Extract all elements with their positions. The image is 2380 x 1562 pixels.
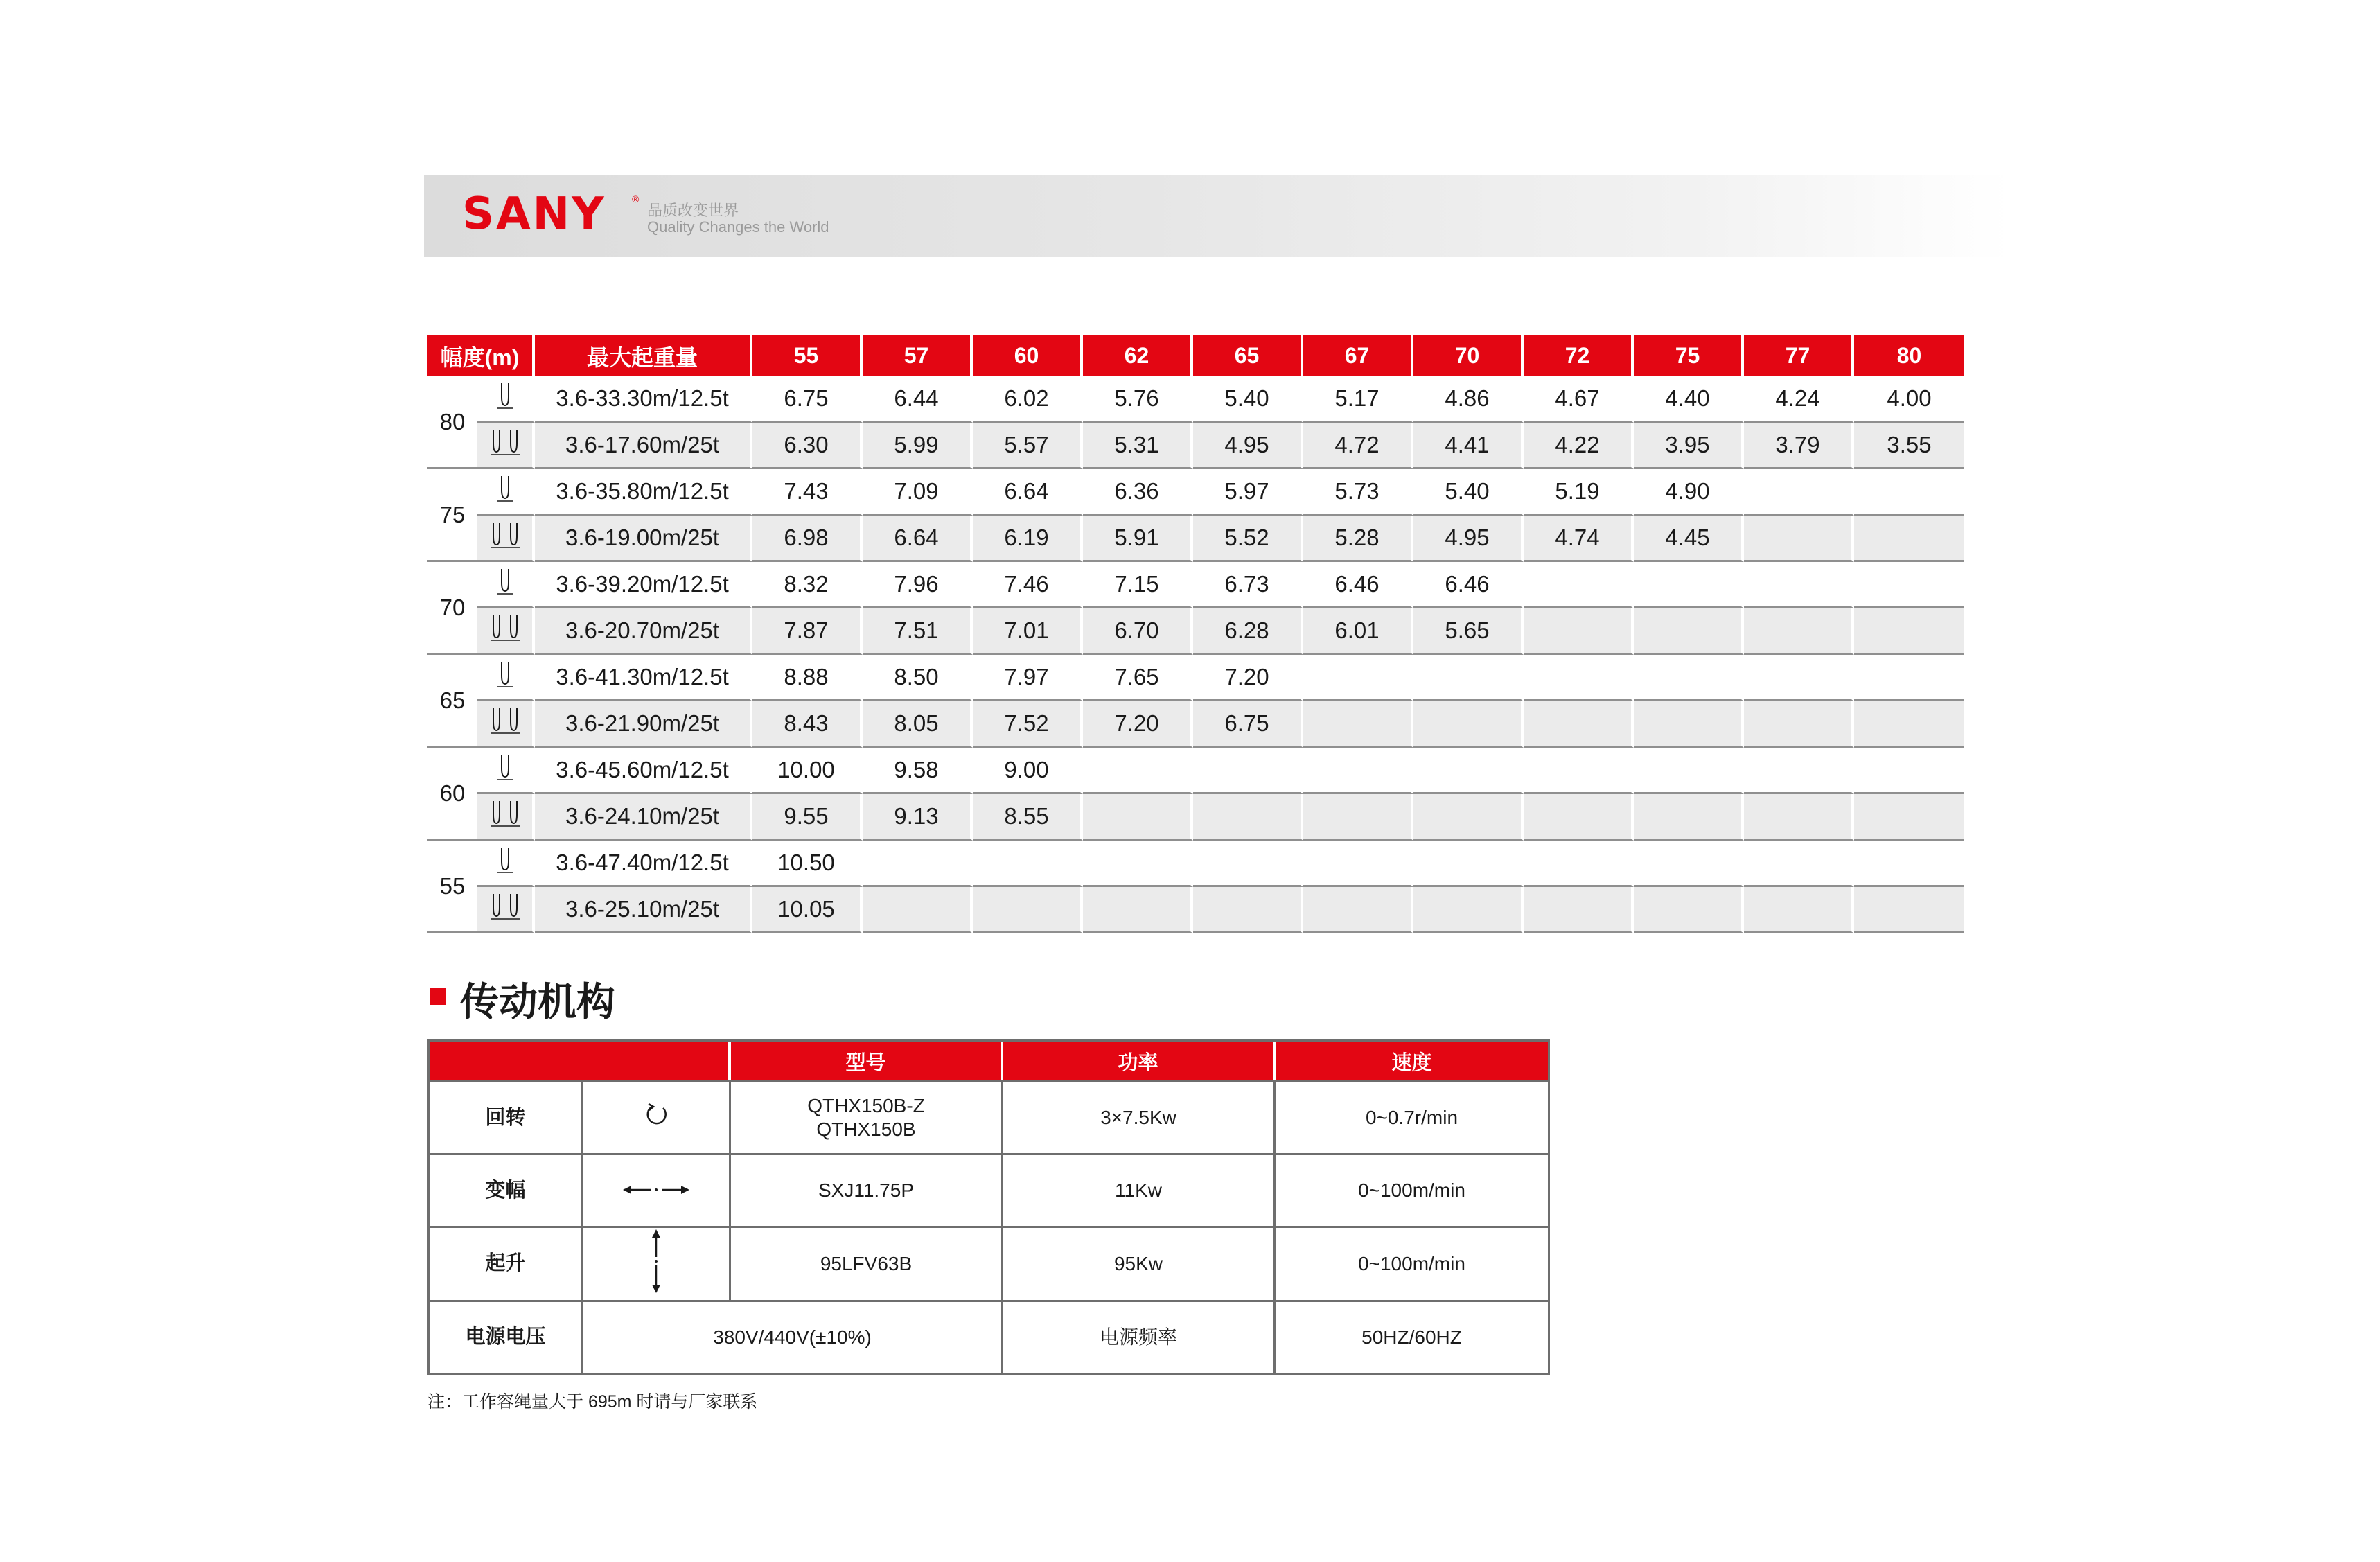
load-value-cell — [1303, 794, 1413, 841]
load-value-cell — [1413, 887, 1524, 933]
load-value-cell: 5.17 — [1303, 376, 1413, 423]
load-value-cell — [1634, 794, 1744, 841]
power-cell: 95Kw — [1003, 1226, 1276, 1300]
header-blank — [430, 1042, 731, 1080]
single-fall-hook-icon — [477, 376, 535, 423]
max-load-cell: 3.6-21.90m/25t — [535, 701, 752, 748]
load-value-cell — [1744, 655, 1854, 701]
load-value-cell: 6.75 — [752, 376, 863, 423]
single-fall-hook-icon — [477, 655, 535, 701]
double-fall-hook-icon — [477, 887, 535, 933]
load-row — [427, 376, 1964, 423]
section-bullet — [430, 988, 446, 1005]
load-value-cell: 6.28 — [1193, 608, 1303, 655]
load-value-cell: 8.32 — [752, 562, 863, 608]
load-value-cell — [1524, 562, 1634, 608]
load-value-cell: 10.00 — [752, 748, 863, 794]
load-value-cell: 8.88 — [752, 655, 863, 701]
load-value-cell — [1524, 655, 1634, 701]
load-value-cell — [1303, 887, 1413, 933]
load-value-cell — [973, 887, 1083, 933]
load-value-cell: 7.65 — [1083, 655, 1193, 701]
load-value-cell: 9.00 — [973, 748, 1083, 794]
load-value-cell: 7.96 — [863, 562, 973, 608]
load-value-cell — [1524, 748, 1634, 794]
max-load-cell: 3.6-19.00m/25t — [535, 516, 752, 562]
load-value-cell: 6.70 — [1083, 608, 1193, 655]
single-fall-hook-icon — [477, 841, 535, 887]
load-value-cell: 4.95 — [1193, 423, 1303, 469]
load-row — [427, 423, 1964, 469]
load-value-cell — [1524, 701, 1634, 748]
header-speed: 速度 — [1276, 1042, 1548, 1080]
double-fall-hook-icon — [477, 516, 535, 562]
load-value-cell — [1744, 701, 1854, 748]
load-value-cell — [1854, 701, 1964, 748]
voltage-cell: 380V/440V(±10%) — [583, 1300, 1003, 1373]
header-model: 型号 — [731, 1042, 1003, 1080]
jib-length-cell: 65 — [427, 655, 477, 748]
load-value-cell: 6.75 — [1193, 701, 1303, 748]
double-fall-hook-icon — [477, 423, 535, 469]
model-line: QTHX150B — [816, 1118, 916, 1140]
load-value-cell — [863, 887, 973, 933]
load-value-cell — [1854, 655, 1964, 701]
model-cell: SXJ11.75P — [731, 1153, 1003, 1226]
load-value-cell: 8.55 — [973, 794, 1083, 841]
load-value-cell — [1854, 516, 1964, 562]
single-fall-hook-icon — [477, 562, 535, 608]
load-value-cell: 7.20 — [1083, 701, 1193, 748]
load-value-cell: 6.19 — [973, 516, 1083, 562]
load-row — [427, 469, 1964, 516]
load-value-cell — [1634, 562, 1744, 608]
header-radius-col: 60 — [973, 335, 1083, 376]
load-value-cell — [1854, 469, 1964, 516]
load-value-cell — [1744, 516, 1854, 562]
load-value-cell: 4.40 — [1634, 376, 1744, 423]
jib-length-cell: 75 — [427, 469, 477, 562]
load-value-cell: 5.73 — [1303, 469, 1413, 516]
speed-cell: 0~0.7r/min — [1276, 1080, 1548, 1153]
load-value-cell: 7.01 — [973, 608, 1083, 655]
header-radius-col: 57 — [863, 335, 973, 376]
max-load-cell: 3.6-33.30m/12.5t — [535, 376, 752, 423]
load-value-cell — [1744, 469, 1854, 516]
sany-logo: SANY — [462, 188, 606, 240]
load-value-cell: 5.40 — [1413, 469, 1524, 516]
load-value-cell: 4.41 — [1413, 423, 1524, 469]
drive-mechanism-table — [427, 1039, 1550, 1375]
drive-row-power-supply — [430, 1300, 1548, 1373]
load-value-cell — [1634, 887, 1744, 933]
header-max-load: 最大起重量 — [535, 335, 752, 376]
load-value-cell — [1524, 841, 1634, 887]
load-value-cell: 5.97 — [1193, 469, 1303, 516]
load-value-cell — [1744, 562, 1854, 608]
double-fall-hook-icon — [477, 608, 535, 655]
load-value-cell — [1854, 748, 1964, 794]
model-cell — [731, 1080, 1003, 1153]
jib-length-cell: 80 — [427, 376, 477, 469]
load-value-cell: 5.65 — [1413, 608, 1524, 655]
load-chart-table — [427, 335, 1964, 933]
load-value-cell: 8.05 — [863, 701, 973, 748]
load-value-cell: 8.43 — [752, 701, 863, 748]
load-value-cell — [1854, 887, 1964, 933]
load-value-cell: 5.19 — [1524, 469, 1634, 516]
load-value-cell: 6.98 — [752, 516, 863, 562]
header-power: 功率 — [1003, 1042, 1276, 1080]
load-value-cell: 4.90 — [1634, 469, 1744, 516]
load-value-cell: 7.46 — [973, 562, 1083, 608]
load-table-body — [427, 376, 1964, 933]
load-value-cell: 5.52 — [1193, 516, 1303, 562]
drive-table-header — [430, 1042, 1548, 1080]
header-radius-col: 72 — [1524, 335, 1634, 376]
load-value-cell: 4.72 — [1303, 423, 1413, 469]
load-value-cell — [1744, 841, 1854, 887]
load-row — [427, 562, 1964, 608]
load-value-cell — [1083, 794, 1193, 841]
load-value-cell — [1634, 608, 1744, 655]
load-value-cell: 4.67 — [1524, 376, 1634, 423]
slogan-chinese: 品质改变世界 — [647, 202, 739, 219]
load-value-cell — [1634, 748, 1744, 794]
load-value-cell — [973, 841, 1083, 887]
load-value-cell: 7.51 — [863, 608, 973, 655]
load-value-cell — [1303, 701, 1413, 748]
load-value-cell — [863, 841, 973, 887]
speed-cell: 0~100m/min — [1276, 1226, 1548, 1300]
load-value-cell: 3.79 — [1744, 423, 1854, 469]
load-row — [427, 516, 1964, 562]
load-value-cell: 6.73 — [1193, 562, 1303, 608]
load-value-cell — [1083, 841, 1193, 887]
jib-length-cell: 60 — [427, 748, 477, 841]
header-radius-col: 77 — [1744, 335, 1854, 376]
load-value-cell: 4.95 — [1413, 516, 1524, 562]
load-value-cell: 6.46 — [1413, 562, 1524, 608]
load-value-cell — [1193, 748, 1303, 794]
header-radius-col: 62 — [1083, 335, 1193, 376]
max-load-cell: 3.6-17.60m/25t — [535, 423, 752, 469]
section-title: 传动机构 — [460, 980, 615, 1024]
load-value-cell — [1413, 841, 1524, 887]
row-label: 起升 — [430, 1226, 583, 1300]
double-fall-hook-icon — [477, 794, 535, 841]
drive-row-slewing — [430, 1080, 1548, 1153]
load-row — [427, 887, 1964, 933]
load-value-cell — [1854, 794, 1964, 841]
load-value-cell: 7.15 — [1083, 562, 1193, 608]
max-load-cell: 3.6-45.60m/12.5t — [535, 748, 752, 794]
load-value-cell: 5.40 — [1193, 376, 1303, 423]
max-load-cell: 3.6-20.70m/25t — [535, 608, 752, 655]
load-value-cell — [1744, 887, 1854, 933]
load-value-cell — [1413, 655, 1524, 701]
load-value-cell: 5.91 — [1083, 516, 1193, 562]
slogan-english: Quality Changes the World — [647, 218, 829, 236]
max-load-cell: 3.6-24.10m/25t — [535, 794, 752, 841]
load-row — [427, 794, 1964, 841]
load-value-cell: 4.24 — [1744, 376, 1854, 423]
load-value-cell: 10.05 — [752, 887, 863, 933]
load-value-cell — [1413, 701, 1524, 748]
load-row — [427, 701, 1964, 748]
header-radius-col: 55 — [752, 335, 863, 376]
max-load-cell: 3.6-39.20m/12.5t — [535, 562, 752, 608]
load-value-cell — [1524, 794, 1634, 841]
load-value-cell: 9.58 — [863, 748, 973, 794]
load-row — [427, 841, 1964, 887]
load-value-cell: 6.44 — [863, 376, 973, 423]
registered-mark: ® — [632, 193, 640, 204]
load-value-cell: 3.55 — [1854, 423, 1964, 469]
load-value-cell: 6.30 — [752, 423, 863, 469]
jib-length-cell: 55 — [427, 841, 477, 933]
row-label: 变幅 — [430, 1153, 583, 1226]
load-value-cell — [1303, 748, 1413, 794]
max-load-cell: 3.6-47.40m/12.5t — [535, 841, 752, 887]
single-fall-hook-icon — [477, 469, 535, 516]
load-value-cell: 7.87 — [752, 608, 863, 655]
header-radius-col: 70 — [1413, 335, 1524, 376]
power-supply-label: 电源电压 — [430, 1300, 583, 1373]
max-load-cell: 3.6-25.10m/25t — [535, 887, 752, 933]
row-label: 回转 — [430, 1080, 583, 1153]
load-value-cell — [1193, 794, 1303, 841]
load-value-cell: 9.13 — [863, 794, 973, 841]
model-line: QTHX150B-Z — [807, 1095, 925, 1117]
max-load-cell: 3.6-41.30m/12.5t — [535, 655, 752, 701]
double-fall-hook-icon — [477, 701, 535, 748]
load-value-cell: 7.97 — [973, 655, 1083, 701]
load-value-cell: 6.64 — [973, 469, 1083, 516]
power-cell: 11Kw — [1003, 1153, 1276, 1226]
header-radius-col: 65 — [1193, 335, 1303, 376]
load-value-cell — [1854, 841, 1964, 887]
load-value-cell: 5.28 — [1303, 516, 1413, 562]
rotate-icon — [583, 1080, 731, 1153]
trolley-icon — [583, 1153, 731, 1226]
load-row — [427, 748, 1964, 794]
speed-cell: 0~100m/min — [1276, 1153, 1548, 1226]
load-value-cell — [1303, 655, 1413, 701]
load-value-cell — [1083, 887, 1193, 933]
load-value-cell — [1634, 841, 1744, 887]
load-value-cell — [1524, 887, 1634, 933]
load-value-cell: 3.95 — [1634, 423, 1744, 469]
load-value-cell: 7.52 — [973, 701, 1083, 748]
model-cell: 95LFV63B — [731, 1226, 1003, 1300]
load-value-cell: 6.46 — [1303, 562, 1413, 608]
header-radius: 幅度(m) — [427, 335, 535, 376]
load-value-cell — [1744, 748, 1854, 794]
load-value-cell — [1744, 608, 1854, 655]
load-value-cell: 4.22 — [1524, 423, 1634, 469]
load-value-cell — [1744, 794, 1854, 841]
load-value-cell: 7.43 — [752, 469, 863, 516]
load-value-cell: 5.31 — [1083, 423, 1193, 469]
load-table-header — [427, 335, 1964, 376]
load-value-cell — [1854, 562, 1964, 608]
load-value-cell: 9.55 — [752, 794, 863, 841]
load-value-cell: 6.64 — [863, 516, 973, 562]
max-load-cell: 3.6-35.80m/12.5t — [535, 469, 752, 516]
drive-row-trolleying — [430, 1153, 1548, 1226]
load-value-cell — [1303, 841, 1413, 887]
load-value-cell: 7.09 — [863, 469, 973, 516]
load-value-cell: 4.74 — [1524, 516, 1634, 562]
load-value-cell: 5.99 — [863, 423, 973, 469]
load-value-cell: 10.50 — [752, 841, 863, 887]
load-value-cell: 8.50 — [863, 655, 973, 701]
load-value-cell — [1193, 841, 1303, 887]
drive-row-hoisting — [430, 1226, 1548, 1300]
load-value-cell: 6.02 — [973, 376, 1083, 423]
load-value-cell: 5.76 — [1083, 376, 1193, 423]
single-fall-hook-icon — [477, 748, 535, 794]
load-value-cell — [1193, 887, 1303, 933]
frequency-cell: 50HZ/60HZ — [1276, 1300, 1548, 1373]
load-value-cell: 5.57 — [973, 423, 1083, 469]
header-band — [424, 175, 2011, 257]
load-value-cell — [1634, 701, 1744, 748]
load-value-cell: 6.01 — [1303, 608, 1413, 655]
load-value-cell: 4.86 — [1413, 376, 1524, 423]
load-value-cell — [1524, 608, 1634, 655]
load-value-cell: 7.20 — [1193, 655, 1303, 701]
load-value-cell: 6.36 — [1083, 469, 1193, 516]
header-radius-col: 67 — [1303, 335, 1413, 376]
load-row — [427, 608, 1964, 655]
footnote: 注：工作容绳量大于 695m 时请与厂家联系 — [427, 1392, 758, 1412]
load-value-cell — [1413, 794, 1524, 841]
load-value-cell — [1083, 748, 1193, 794]
load-value-cell: 4.00 — [1854, 376, 1964, 423]
power-cell: 3×7.5Kw — [1003, 1080, 1276, 1153]
hoist-icon — [583, 1226, 731, 1300]
load-value-cell — [1413, 748, 1524, 794]
load-value-cell — [1854, 608, 1964, 655]
header-radius-col: 75 — [1634, 335, 1744, 376]
load-row — [427, 655, 1964, 701]
frequency-label: 电源频率 — [1003, 1300, 1276, 1373]
load-value-cell — [1634, 655, 1744, 701]
header-radius-col: 80 — [1854, 335, 1964, 376]
load-value-cell: 4.45 — [1634, 516, 1744, 562]
jib-length-cell: 70 — [427, 562, 477, 655]
